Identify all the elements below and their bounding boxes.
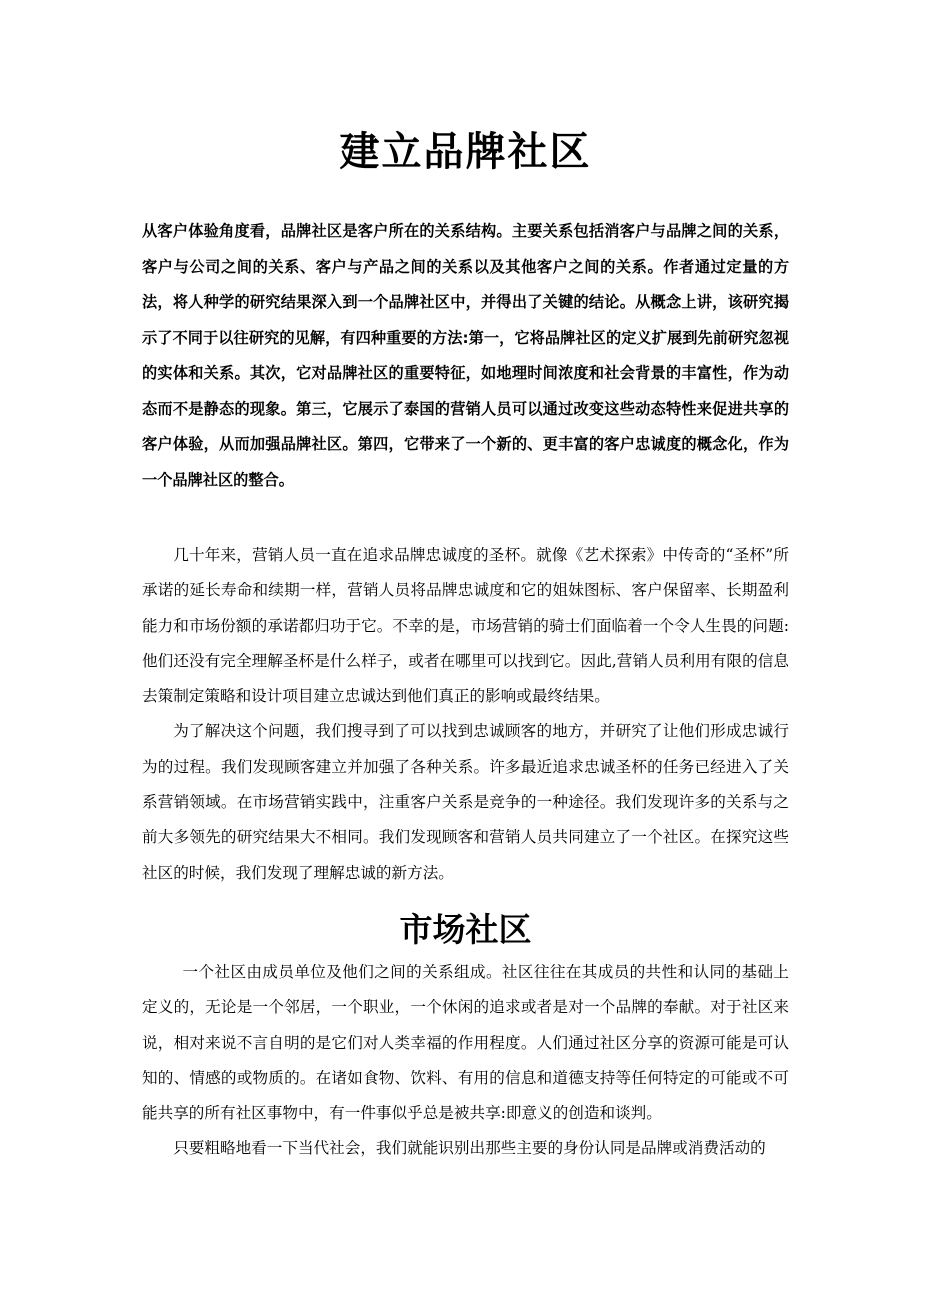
abstract-paragraph: 从客户体验角度看，品牌社区是客户所在的关系结构。主要关系包括消客户与品牌之间的关系，客户与公司之间的关系、客户与产品之间的关系以及其他客户之间的关系。作者通过定量的方法，将人种学的研究结果深入到一个品牌社区中，并得出了关键的结论。从概念上讲，该研究揭示了不同于以往研究的见解，有四种重要的方法:第一，它将品牌社区的定义扩展到先前研究忽视的实体和关系。其次，它对品牌社区的重要特征，如地理时间浓度和社会背景的丰富性，作为动态而不是静态的现象。第三，它展示了泰国的营销人员可以通过改变这些动态特性来促进共享的客户体验，从而加强品牌社区。第四，它带来了一个新的、更丰富的客户忠诚度的概念化，作为一个品牌社区的整合。 xyxy=(142,222,789,489)
intro-section xyxy=(142,538,789,891)
section-paragraph-2: 只要粗略地看一下当代社会，我们就能识别出那些主要的身份认同是品牌或消费活动的 xyxy=(173,1139,766,1158)
community-section xyxy=(142,955,789,1167)
section-title: 市场社区 xyxy=(399,910,532,949)
section-paragraph-1: 一个社区由成员单位及他们之间的关系组成。社区往往在其成员的共性和认同的基础上定义的，无论是一个邻居，一个职业，一个休闲的追求或者是对一个品牌的奉献。对于社区来说，相对来说不言自明的是它们对人类幸福的作用程度。人们通过社区分享的资源可能是可认知的、情感的或物质的。在诸如食物、饮料、有用的信息和道德支持等任何特定的可能或不可能共享的所有社区事物中，有一件事似乎总是被共享:即意义的创造和谈判。 xyxy=(142,963,789,1123)
intro-paragraph-2: 为了解决这个问题，我们搜寻到了可以找到忠诚顾客的地方，并研究了让他们形成忠诚行为的过程。我们发现顾客建立并加强了各种关系。许多最近追求忠诚圣杯的任务已经进入了关系营销领域。在市场营销实践中，注重客户关系是竞争的一种途径。我们发现许多的关系与之前大多领先的研究结果大不相同。我们发现顾客和营销人员共同建立了一个社区。在探究这些社区的时候，我们发现了理解忠诚的新方法。 xyxy=(142,722,789,882)
document-title: 建立品牌社区 xyxy=(339,129,592,175)
intro-paragraph-1: 几十年来，营销人员一直在追求品牌忠诚度的圣杯。就像《艺术探索》中传奇的“圣杯”所承诺的延长寿命和续期一样，营销人员将品牌忠诚度和它的姐妹图标、客户保留率、长期盈利能力和市场份额的承诺都归功于它。不幸的是，市场营销的骑士们面临着一个令人生畏的问题:他们还没有完全理解圣杯是什么样子，或者在哪里可以找到它。因此,营销人员利用有限的信息去策制定策略和设计项目建立忠诚达到他们真正的影响或最终结果。 xyxy=(142,546,789,706)
